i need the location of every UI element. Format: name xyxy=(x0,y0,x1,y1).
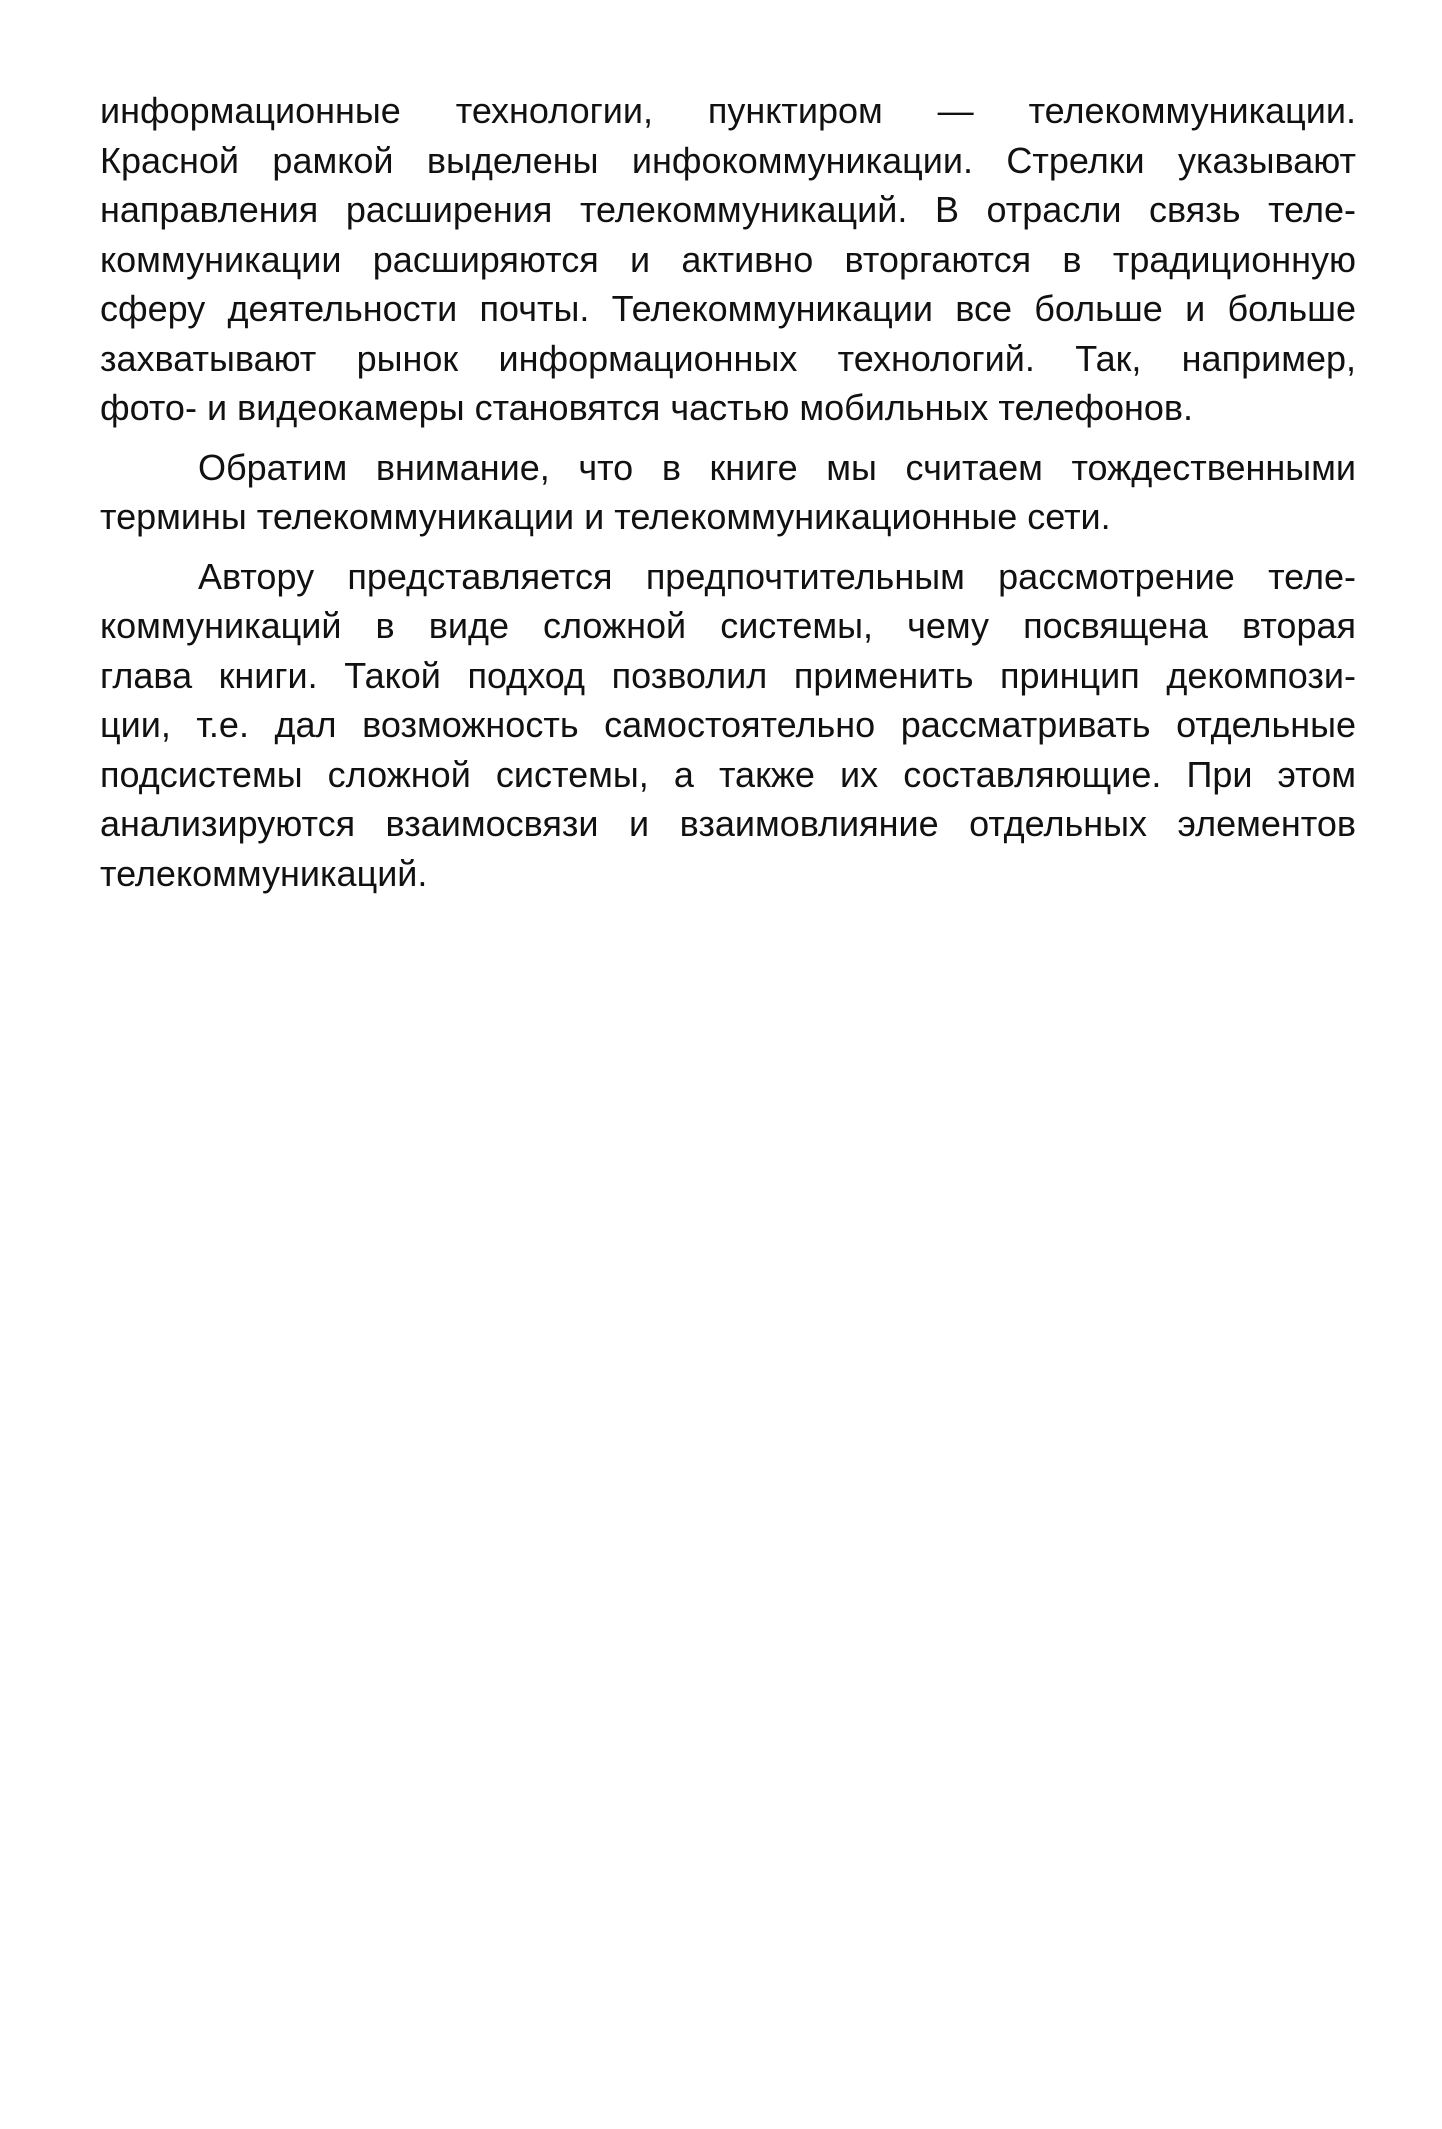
text-line: Автору представляется предпочтительным рассмотрение теле- xyxy=(198,555,1356,597)
text-line: информационные технологии, пунктиром — телекоммуникации. xyxy=(100,90,1356,131)
paragraph-2 xyxy=(100,443,1356,542)
text-line: захватывают рынок информационных технологий. Так, например, xyxy=(100,337,1356,379)
text-line: коммуникаций в виде сложной системы, чему посвящена вторая xyxy=(100,605,1356,646)
paragraph-1 xyxy=(100,86,1356,433)
document-page xyxy=(100,86,1356,898)
text-line: глава книги. Такой подход позволил применить принцип декомпози- xyxy=(100,654,1356,696)
text-line: направления расширения телекоммуникаций. В отрасли связь теле- xyxy=(100,189,1356,230)
text-line: ции, т.е. дал возможность самостоятельно рассматривать отдельные xyxy=(100,704,1356,745)
paragraph-3 xyxy=(100,552,1356,899)
text-line: телекоммуникаций. xyxy=(100,852,428,894)
text-line: анализируются взаимосвязи и взаимовлияние отдельных элементов xyxy=(100,803,1356,844)
text-line: сферу деятельности почты. Телекоммуникации все больше и больше xyxy=(100,288,1356,329)
text-line: коммуникации расширяются и активно вторгаются в традиционную xyxy=(100,238,1356,280)
text-line: фото- и видеокамеры становятся частью мобильных телефонов. xyxy=(100,387,1194,428)
text-line: Обратим внимание, что в книге мы считаем тождественными xyxy=(198,446,1356,488)
text-line: подсистемы сложной системы, а также их составляющие. При этом xyxy=(100,753,1356,795)
text-line: Красной рамкой выделены инфокоммуникации. Стрелки указывают xyxy=(100,139,1356,181)
text-line: термины телекоммуникации и телекоммуникационные сети. xyxy=(100,496,1111,537)
